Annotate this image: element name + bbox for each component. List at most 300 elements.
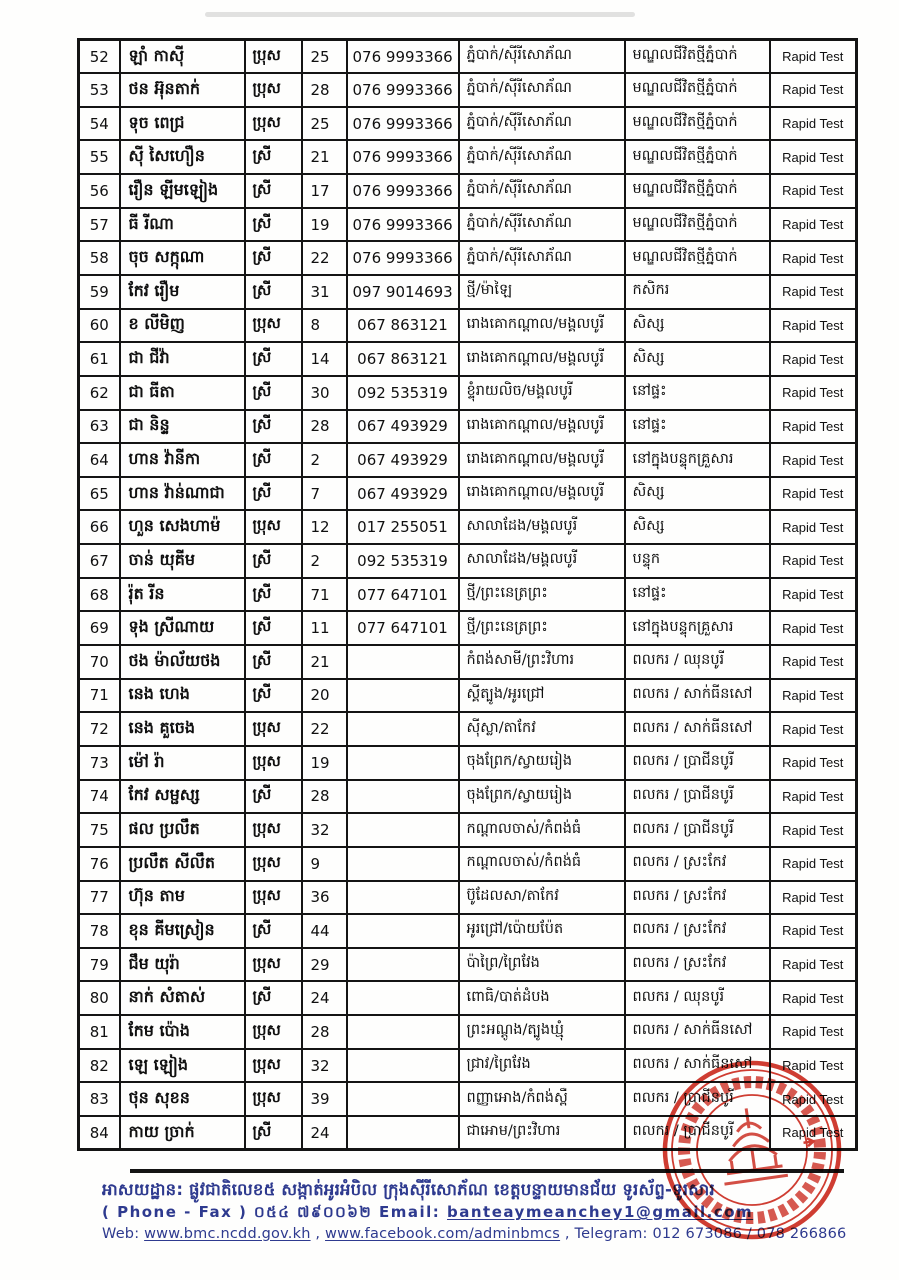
test-result-cell: Rapid Test (770, 208, 857, 242)
row-number-cell: 76 (79, 847, 120, 881)
address-cell: រោងគោកណ្តាល/មង្គលបូរី (459, 342, 625, 376)
name-cell: នេង ហេង (120, 679, 245, 713)
address-cell: ពញ្ញាអោង/កំពង់ស្ពឺ (459, 1082, 625, 1116)
occupation-cell: នៅក្នុងបន្ទុកគ្រួសារ (625, 611, 770, 645)
test-result-cell: Rapid Test (770, 1049, 857, 1083)
row-number-cell: 77 (79, 881, 120, 915)
gender-cell: ស្រី (245, 443, 302, 477)
occupation-cell: ពលករ / ឈុនបូរី (625, 645, 770, 679)
gender-cell: ប្រុស (245, 40, 302, 74)
address-cell: ថ្មី/ព្រះនេត្រព្រះ (459, 611, 625, 645)
test-result-cell: Rapid Test (770, 1015, 857, 1049)
table-row (79, 611, 857, 645)
address-cell: ប៊ូដែលសា/តាកែវ (459, 881, 625, 915)
telegram-text: , Telegram: 012 673086 / 078 266866 (560, 1225, 847, 1242)
occupation-cell: ពលករ / សាក់ធីនសៅ (625, 679, 770, 713)
phone-cell (347, 645, 459, 679)
address-cell: សាលាដែង/មង្គលបូរី (459, 510, 625, 544)
occupation-cell: ពលករ / សាក់ធីនសៅ (625, 1015, 770, 1049)
occupation-cell: នៅក្នុងបន្ទុកគ្រួសារ (625, 443, 770, 477)
test-result-cell: Rapid Test (770, 477, 857, 511)
row-number-cell: 75 (79, 813, 120, 847)
occupation-cell: ពលករ / ស្រះកែវ (625, 847, 770, 881)
phone-cell (347, 1116, 459, 1150)
phone-cell (347, 679, 459, 713)
phone-cell (347, 914, 459, 948)
occupation-cell: ពលករ / ប្រាជីនបូរី (625, 746, 770, 780)
occupation-cell: ពលករ / ប្រាជីនបូរី (625, 813, 770, 847)
name-cell: នាក់ សំតាស់ (120, 981, 245, 1015)
age-cell: 44 (302, 914, 347, 948)
occupation-cell: សិស្ស (625, 342, 770, 376)
name-cell: ហួន សេងហាម៉ (120, 510, 245, 544)
address-cell: ភ្នំបាក់/ស៊ីរីសោភ័ណ (459, 174, 625, 208)
age-cell: 71 (302, 578, 347, 612)
row-number-cell: 74 (79, 780, 120, 814)
phone-cell: 076 9993366 (347, 174, 459, 208)
gender-cell: ស្រី (245, 477, 302, 511)
occupation-cell: ពលករ / ប្រាជីនបូរី (625, 1116, 770, 1150)
phone-cell: 076 9993366 (347, 241, 459, 275)
footer-contact-block (102, 1178, 882, 1245)
name-cell: ខុន គីមស្រៀន (120, 914, 245, 948)
gender-cell: ប្រុស (245, 712, 302, 746)
name-cell: ចុច សក្កុណា (120, 241, 245, 275)
phone-cell: 076 9993366 (347, 208, 459, 242)
table-row (79, 948, 857, 982)
age-cell: 19 (302, 208, 347, 242)
test-result-cell: Rapid Test (770, 73, 857, 107)
row-number-cell: 78 (79, 914, 120, 948)
test-result-cell: Rapid Test (770, 1082, 857, 1116)
gender-cell: ស្រី (245, 208, 302, 242)
test-result-cell: Rapid Test (770, 309, 857, 343)
name-cell: ទុង ស្រីណាយ (120, 611, 245, 645)
name-cell: ចាន់ យុគីម (120, 544, 245, 578)
address-cell: រោងគោកណ្តាល/មង្គលបូរី (459, 443, 625, 477)
row-number-cell: 69 (79, 611, 120, 645)
gender-cell: ស្រី (245, 376, 302, 410)
name-cell: ស៊ី សៃហឿន (120, 140, 245, 174)
gender-cell: ស្រី (245, 914, 302, 948)
phone-cell: 077 647101 (347, 578, 459, 612)
row-number-cell: 83 (79, 1082, 120, 1116)
address-cell: រោងគោកណ្តាល/មង្គលបូរី (459, 477, 625, 511)
occupation-cell: បន្ទុក (625, 544, 770, 578)
table-row (79, 376, 857, 410)
occupation-cell: ពលករ / ប្រាជីនបូរី (625, 780, 770, 814)
test-result-cell: Rapid Test (770, 1116, 857, 1150)
table-row (79, 275, 857, 309)
gender-cell: ស្រី (245, 981, 302, 1015)
row-number-cell: 70 (79, 645, 120, 679)
age-cell: 21 (302, 140, 347, 174)
address-cell: រោងគោកណ្តាល/មង្គលបូរី (459, 309, 625, 343)
age-cell: 24 (302, 1116, 347, 1150)
occupation-cell: ពលករ / ស្រះកែវ (625, 914, 770, 948)
gender-cell: ប្រុស (245, 746, 302, 780)
occupation-cell: មណ្ឌលជីវិតថ្មីភ្នំបាក់ (625, 174, 770, 208)
table-row (79, 981, 857, 1015)
age-cell: 11 (302, 611, 347, 645)
phone-cell (347, 948, 459, 982)
table-row (79, 342, 857, 376)
occupation-cell: នៅផ្ទះ (625, 410, 770, 444)
test-result-cell: Rapid Test (770, 107, 857, 141)
test-result-cell: Rapid Test (770, 948, 857, 982)
test-result-cell: Rapid Test (770, 780, 857, 814)
age-cell: 14 (302, 342, 347, 376)
name-cell: ម៉ៅ រ៉ា (120, 746, 245, 780)
gender-cell: ប្រុស (245, 309, 302, 343)
phone-cell (347, 746, 459, 780)
occupation-cell: ពលករ / ស្រះកែវ (625, 948, 770, 982)
test-result-cell: Rapid Test (770, 578, 857, 612)
age-cell: 12 (302, 510, 347, 544)
name-cell: ឡាំ កាស៊ី (120, 40, 245, 74)
address-cell: ចុងព្រែក/ស្វាយរៀង (459, 746, 625, 780)
gender-cell: ស្រី (245, 140, 302, 174)
row-number-cell: 55 (79, 140, 120, 174)
name-cell: រ៉ុត រីន (120, 578, 245, 612)
facebook-url-text: www.facebook.com/adminbmcs (325, 1225, 561, 1242)
occupation-cell: ពលករ / សាក់ធីនសៅ (625, 712, 770, 746)
age-cell: 31 (302, 275, 347, 309)
age-cell: 8 (302, 309, 347, 343)
name-cell: នេង គួចេង (120, 712, 245, 746)
footer-phone-email-line (102, 1202, 882, 1224)
name-cell: ហាន វ៉ានីកា (120, 443, 245, 477)
table-row (79, 241, 857, 275)
row-number-cell: 81 (79, 1015, 120, 1049)
gender-cell: ស្រី (245, 410, 302, 444)
row-number-cell: 60 (79, 309, 120, 343)
table-row (79, 208, 857, 242)
separator: , (310, 1225, 326, 1242)
occupation-cell: នៅផ្ទះ (625, 376, 770, 410)
phone-fax-label: ( Phone - Fax ) ០៥៤ ៧៩០០៦២ Email: (102, 1202, 447, 1221)
occupation-cell: មណ្ឌលជីវិតថ្មីភ្នំបាក់ (625, 107, 770, 141)
test-result-cell: Rapid Test (770, 813, 857, 847)
occupation-cell: សិស្ស (625, 309, 770, 343)
phone-cell (347, 780, 459, 814)
occupation-cell: មណ្ឌលជីវិតថ្មីភ្នំបាក់ (625, 208, 770, 242)
gender-cell: ប្រុស (245, 510, 302, 544)
footer-web-line (102, 1224, 882, 1245)
phone-cell (347, 1082, 459, 1116)
table-row (79, 780, 857, 814)
gender-cell: ស្រី (245, 174, 302, 208)
address-cell: ជាអោម/ព្រះវិហារ (459, 1116, 625, 1150)
occupation-cell: មណ្ឌលជីវិតថ្មីភ្នំបាក់ (625, 40, 770, 74)
age-cell: 20 (302, 679, 347, 713)
test-result-cell: Rapid Test (770, 275, 857, 309)
test-result-cell: Rapid Test (770, 443, 857, 477)
phone-cell (347, 1049, 459, 1083)
table-row (79, 410, 857, 444)
row-number-cell: 79 (79, 948, 120, 982)
test-result-cell: Rapid Test (770, 611, 857, 645)
phone-cell: 067 863121 (347, 342, 459, 376)
table-row (79, 73, 857, 107)
table-row (79, 309, 857, 343)
address-cell: អូរជ្រៅ/ប៉ោយប៉ែត (459, 914, 625, 948)
name-cell: ថង ម៉ាល័យថង (120, 645, 245, 679)
address-cell: ភ្នំបាក់/ស៊ីរីសោភ័ណ (459, 208, 625, 242)
address-cell: កណ្តាលចាស់/កំពង់ធំ (459, 813, 625, 847)
phone-cell: 067 493929 (347, 477, 459, 511)
test-result-cell: Rapid Test (770, 174, 857, 208)
gender-cell: ប្រុស (245, 881, 302, 915)
table-row (79, 881, 857, 915)
gender-cell: ស្រី (245, 645, 302, 679)
table-row (79, 914, 857, 948)
test-result-cell: Rapid Test (770, 40, 857, 74)
gender-cell: ស្រី (245, 611, 302, 645)
address-cell: ស្គីត្បូង/អូរជ្រៅ (459, 679, 625, 713)
age-cell: 2 (302, 443, 347, 477)
test-result-cell: Rapid Test (770, 342, 857, 376)
table-row (79, 174, 857, 208)
row-number-cell: 52 (79, 40, 120, 74)
test-result-cell: Rapid Test (770, 712, 857, 746)
age-cell: 22 (302, 241, 347, 275)
patient-test-roster-table (77, 38, 858, 1151)
test-result-cell: Rapid Test (770, 746, 857, 780)
gender-cell: ប្រុស (245, 1082, 302, 1116)
table-row (79, 544, 857, 578)
row-number-cell: 67 (79, 544, 120, 578)
occupation-cell: ពលករ / ស្រះកែវ (625, 881, 770, 915)
row-number-cell: 62 (79, 376, 120, 410)
gender-cell: ស្រី (245, 544, 302, 578)
test-result-cell: Rapid Test (770, 241, 857, 275)
address-cell: ភ្នំបាក់/ស៊ីរីសោភ័ណ (459, 241, 625, 275)
age-cell: 9 (302, 847, 347, 881)
phone-cell: 092 535319 (347, 376, 459, 410)
occupation-cell: មណ្ឌលជីវិតថ្មីភ្នំបាក់ (625, 140, 770, 174)
phone-cell (347, 981, 459, 1015)
phone-cell (347, 847, 459, 881)
scan-artifact (205, 12, 635, 17)
table-row (79, 645, 857, 679)
web-url-text: www.bmc.ncdd.gov.kh (144, 1225, 311, 1242)
age-cell: 29 (302, 948, 347, 982)
age-cell: 39 (302, 1082, 347, 1116)
row-number-cell: 84 (79, 1116, 120, 1150)
test-result-cell: Rapid Test (770, 847, 857, 881)
name-cell: ជឹម យុរ៉ា (120, 948, 245, 982)
name-cell: កែវ សម្ផស្ស (120, 780, 245, 814)
age-cell: 25 (302, 107, 347, 141)
address-cell: សាលាដែង/មង្គលបូរី (459, 544, 625, 578)
test-result-cell: Rapid Test (770, 376, 857, 410)
occupation-cell: នៅផ្ទះ (625, 578, 770, 612)
address-cell: ចុងព្រែក/ស្វាយរៀង (459, 780, 625, 814)
name-cell: កាយ ច្រាក់ (120, 1116, 245, 1150)
phone-cell: 076 9993366 (347, 140, 459, 174)
address-cell: រោងគោកណ្តាល/មង្គលបូរី (459, 410, 625, 444)
occupation-cell: ពលករ / ឈុនបូរី (625, 981, 770, 1015)
row-number-cell: 56 (79, 174, 120, 208)
test-result-cell: Rapid Test (770, 410, 857, 444)
address-cell: ភ្នំបាក់/ស៊ីរីសោភ័ណ (459, 107, 625, 141)
gender-cell: ប្រុស (245, 813, 302, 847)
address-cell: ភ្នំបាក់/ស៊ីរីសោភ័ណ (459, 73, 625, 107)
test-result-cell: Rapid Test (770, 645, 857, 679)
name-cell: កែវ រឿម (120, 275, 245, 309)
name-cell: ហ៊ុន តាម (120, 881, 245, 915)
table-row (79, 40, 857, 74)
gender-cell: ប្រុស (245, 107, 302, 141)
test-result-cell: Rapid Test (770, 140, 857, 174)
phone-cell: 092 535319 (347, 544, 459, 578)
row-number-cell: 68 (79, 578, 120, 612)
address-cell: ព្រះអណ្តូង/ត្បូងឃ្មុំ (459, 1015, 625, 1049)
email-text: banteaymeanchey1@gmail.com (447, 1202, 754, 1221)
occupation-cell: មណ្ឌលជីវិតថ្មីភ្នំបាក់ (625, 73, 770, 107)
row-number-cell: 64 (79, 443, 120, 477)
occupation-cell: កសិករ (625, 275, 770, 309)
row-number-cell: 53 (79, 73, 120, 107)
name-cell: ទុច ពេជ្រ (120, 107, 245, 141)
phone-cell: 077 647101 (347, 611, 459, 645)
table-row (79, 477, 857, 511)
address-cell: ភ្នំបាក់/ស៊ីរីសោភ័ណ (459, 140, 625, 174)
test-result-cell: Rapid Test (770, 981, 857, 1015)
age-cell: 36 (302, 881, 347, 915)
age-cell: 30 (302, 376, 347, 410)
test-result-cell: Rapid Test (770, 544, 857, 578)
age-cell: 21 (302, 645, 347, 679)
gender-cell: ស្រី (245, 342, 302, 376)
table-row (79, 1015, 857, 1049)
occupation-cell: ពលករ / ប្រាជីនបូរី (625, 1082, 770, 1116)
name-cell: ខ លីមិញ (120, 309, 245, 343)
test-result-cell: Rapid Test (770, 914, 857, 948)
occupation-cell: មណ្ឌលជីវិតថ្មីភ្នំបាក់ (625, 241, 770, 275)
address-cell: កំពង់សាមី/ព្រះវិហារ (459, 645, 625, 679)
age-cell: 22 (302, 712, 347, 746)
name-cell: ជា និន្ទ (120, 410, 245, 444)
gender-cell: ស្រី (245, 241, 302, 275)
table-row (79, 847, 857, 881)
row-number-cell: 80 (79, 981, 120, 1015)
gender-cell: ស្រី (245, 780, 302, 814)
phone-cell (347, 1015, 459, 1049)
gender-cell: ប្រុស (245, 73, 302, 107)
table-row (79, 1116, 857, 1150)
web-label: Web: (102, 1225, 145, 1242)
address-cell: ជ្រាវ/ព្រៃវែង (459, 1049, 625, 1083)
gender-cell: ប្រុស (245, 1049, 302, 1083)
table-row (79, 746, 857, 780)
address-cell: ភ្នំបាក់/ស៊ីរីសោភ័ណ (459, 40, 625, 74)
age-cell: 32 (302, 1049, 347, 1083)
occupation-cell: ពលករ / សាក់ធីនសៅ (625, 1049, 770, 1083)
name-cell: ឡេ ឡៀង (120, 1049, 245, 1083)
name-cell: ជា ជីវ៉ា (120, 342, 245, 376)
name-cell: ហាន វ៉ាន់ណាជា (120, 477, 245, 511)
age-cell: 24 (302, 981, 347, 1015)
phone-cell: 076 9993366 (347, 73, 459, 107)
address-cell: ខ្ទុំរាយលិច/មង្គលបូរី (459, 376, 625, 410)
row-number-cell: 73 (79, 746, 120, 780)
table-row (79, 140, 857, 174)
table-row (79, 679, 857, 713)
name-cell: ថន អ៊ុនតាក់ (120, 73, 245, 107)
row-number-cell: 57 (79, 208, 120, 242)
footer-divider-line (130, 1169, 844, 1173)
gender-cell: ប្រុស (245, 847, 302, 881)
table-row (79, 578, 857, 612)
phone-cell: 067 493929 (347, 410, 459, 444)
table-row (79, 1082, 857, 1116)
name-cell: ផល ប្រលឹត (120, 813, 245, 847)
address-cell: ស៊ីស្លា/តាកែវ (459, 712, 625, 746)
phone-cell: 076 9993366 (347, 107, 459, 141)
gender-cell: ស្រី (245, 679, 302, 713)
name-cell: ធី រីណា (120, 208, 245, 242)
row-number-cell: 61 (79, 342, 120, 376)
address-cell: ពោធិ/បាត់ដំបង (459, 981, 625, 1015)
occupation-cell: សិស្ស (625, 477, 770, 511)
phone-cell (347, 813, 459, 847)
table-body (79, 40, 857, 1150)
row-number-cell: 72 (79, 712, 120, 746)
address-cell: កណ្តាលចាស់/កំពង់ធំ (459, 847, 625, 881)
phone-cell (347, 881, 459, 915)
row-number-cell: 71 (79, 679, 120, 713)
row-number-cell: 66 (79, 510, 120, 544)
name-cell: ថុន សុខន (120, 1082, 245, 1116)
name-cell: ជា ធីតា (120, 376, 245, 410)
gender-cell: ប្រុស (245, 1015, 302, 1049)
test-result-cell: Rapid Test (770, 881, 857, 915)
table-row (79, 712, 857, 746)
age-cell: 28 (302, 410, 347, 444)
address-cell: ថ្មី/ម៉ាឡៃ (459, 275, 625, 309)
name-cell: ប្រលឹត សីលឹត (120, 847, 245, 881)
phone-cell (347, 712, 459, 746)
table-row (79, 443, 857, 477)
row-number-cell: 59 (79, 275, 120, 309)
test-result-cell: Rapid Test (770, 679, 857, 713)
table-row (79, 107, 857, 141)
address-cell: ប៉ាព្រៃ/ព្រៃវែង (459, 948, 625, 982)
age-cell: 25 (302, 40, 347, 74)
row-number-cell: 82 (79, 1049, 120, 1083)
row-number-cell: 54 (79, 107, 120, 141)
age-cell: 28 (302, 73, 347, 107)
phone-cell: 076 9993366 (347, 40, 459, 74)
occupation-cell: សិស្ស (625, 510, 770, 544)
gender-cell: ស្រី (245, 1116, 302, 1150)
gender-cell: ប្រុស (245, 948, 302, 982)
gender-cell: ស្រី (245, 578, 302, 612)
age-cell: 28 (302, 1015, 347, 1049)
phone-cell: 067 863121 (347, 309, 459, 343)
row-number-cell: 65 (79, 477, 120, 511)
name-cell: រឿន ឡីមឡៀង (120, 174, 245, 208)
row-number-cell: 63 (79, 410, 120, 444)
age-cell: 2 (302, 544, 347, 578)
test-result-cell: Rapid Test (770, 510, 857, 544)
phone-cell: 097 9014693 (347, 275, 459, 309)
gender-cell: ស្រី (245, 275, 302, 309)
table-row (79, 510, 857, 544)
phone-cell: 017 255051 (347, 510, 459, 544)
